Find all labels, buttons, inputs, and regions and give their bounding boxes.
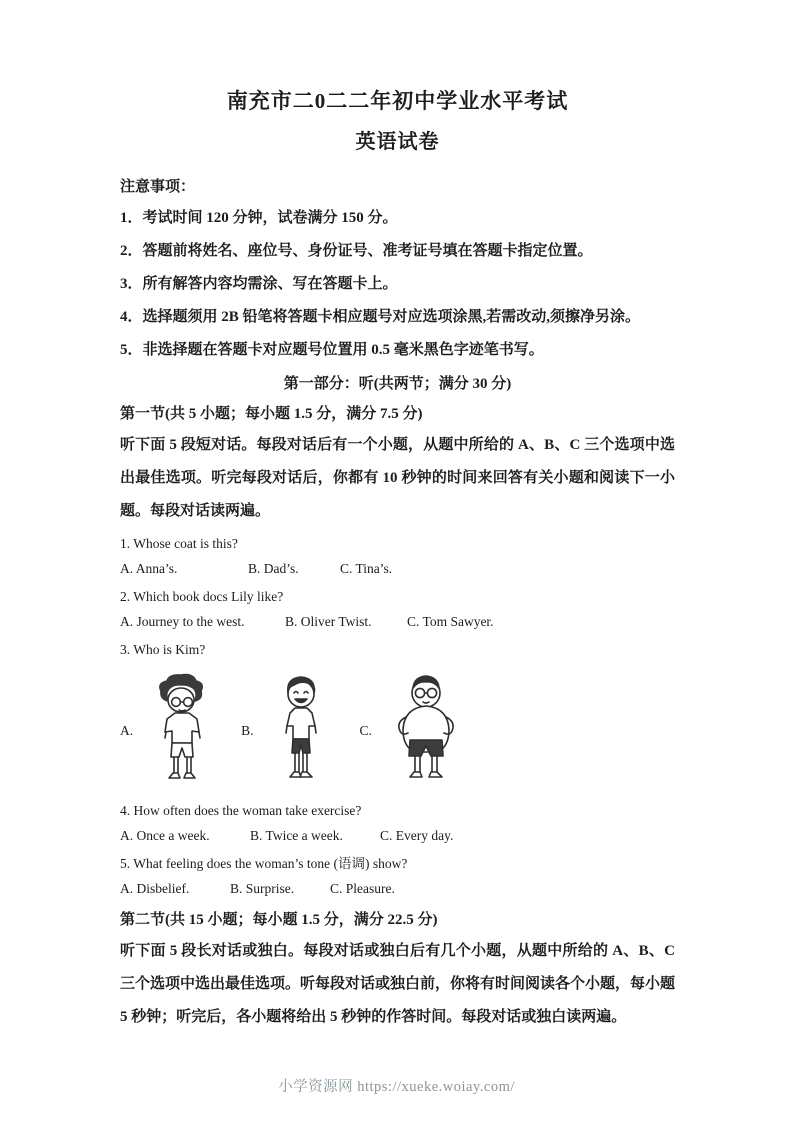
notice-item-2: 2．答题前将姓名、座位号、身份证号、准考证号填在答题卡指定位置。 xyxy=(120,243,593,259)
notice-block xyxy=(120,172,675,367)
question-4-text: 4. How often does the woman take exercise? xyxy=(120,803,362,818)
question-3-figures xyxy=(120,670,675,792)
footer-site-link[interactable]: 小学资源网 https://xueke.woiay.com/ xyxy=(278,1079,515,1095)
notice-item-4: 4．选择题须用 2B 铅笔将答题卡相应题号对应选项涂黑,若需改动,须擦净另涂。 xyxy=(120,309,641,325)
question-1-option-b: B. Dad’s. xyxy=(248,561,299,576)
question-3 xyxy=(120,637,675,792)
notice-heading: 注意事项： xyxy=(120,179,196,195)
question-3-text: 3. Who is Kim? xyxy=(120,642,206,657)
question-3-figure-a xyxy=(120,672,211,790)
question-1-option-a: A. Anna’s. xyxy=(120,561,178,576)
section2-heading: 第二节(共 15 小题；每小题 1.5 分，满分 22.5 分) xyxy=(120,912,438,928)
question-1 xyxy=(120,531,675,581)
boy-c-illustration xyxy=(390,672,462,790)
page-footer xyxy=(0,1075,793,1096)
question-3-option-a-label: A. xyxy=(120,723,134,738)
question-4-option-b: B. Twice a week. xyxy=(250,828,343,843)
question-5-option-a: A. Disbelief. xyxy=(120,881,190,896)
question-2 xyxy=(120,584,675,634)
boy-a-illustration xyxy=(151,672,211,790)
question-3-figure-c xyxy=(360,672,462,790)
question-1-option-c: C. Tina’s. xyxy=(340,561,393,576)
notice-item-5: 5．非选择题在答题卡对应题号位置用 0.5 毫米黑色字迹笔书写。 xyxy=(120,342,544,358)
part1-heading: 第一部分：听(共两节；满分 30 分) xyxy=(283,376,512,392)
question-1-text: 1. Whose coat is this? xyxy=(120,536,238,551)
question-4-options xyxy=(120,823,675,848)
notice-item-1: 1．考试时间 120 分钟，试卷满分 150 分。 xyxy=(120,210,398,226)
question-4-option-a: A. Once a week. xyxy=(120,828,210,843)
question-4 xyxy=(120,798,675,848)
section1-instructions: 听下面 5 段短对话。每段对话后有一个小题，从题中所给的 A、B、C 三个选项中选出最佳选项。听完每段对话后，你都有 10 秒钟的时间来回答有关小题和阅读下一小题。每段对话读两遍。 xyxy=(120,437,675,519)
question-2-text: 2. Which book docs Lily like? xyxy=(120,589,284,604)
question-5 xyxy=(120,851,675,901)
question-2-option-c: C. Tom Sawyer. xyxy=(407,614,494,629)
notice-item-3: 3．所有解答内容均需涂、写在答题卡上。 xyxy=(120,276,398,292)
question-1-options xyxy=(120,556,675,581)
question-2-option-b: B. Oliver Twist. xyxy=(285,614,372,629)
exam-title: 南充市二0二二年初中学业水平考试 xyxy=(226,89,569,113)
question-5-text: 5. What feeling does the woman’s tone (语调) show? xyxy=(120,856,408,871)
question-4-option-c: C. Every day. xyxy=(380,828,454,843)
exam-subtitle: 英语试卷 xyxy=(355,131,440,153)
section1-heading: 第一节(共 5 小题；每小题 1.5 分，满分 7.5 分) xyxy=(120,406,423,422)
question-3-figure-b xyxy=(241,672,329,790)
question-5-options xyxy=(120,876,675,901)
question-2-options xyxy=(120,609,675,634)
question-2-option-a: A. Journey to the west. xyxy=(120,614,245,629)
section2-instructions: 听下面 5 段长对话或独白。每段对话或独白后有几个小题，从题中所给的 A、B、C 三个选项中选出最佳选项。听每段对话或独白前，你将有时间阅读各个小题，每小题 5 秒钟；听完后，各小题将给出 5 秒钟的作答时间。每段对话或独白读两遍。 xyxy=(120,943,676,1025)
question-3-option-b-label: B. xyxy=(241,723,254,738)
boy-b-illustration xyxy=(272,672,330,790)
question-5-option-c: C. Pleasure. xyxy=(330,881,395,896)
question-5-option-b: B. Surprise. xyxy=(230,881,295,896)
question-3-option-c-label: C. xyxy=(359,723,372,738)
